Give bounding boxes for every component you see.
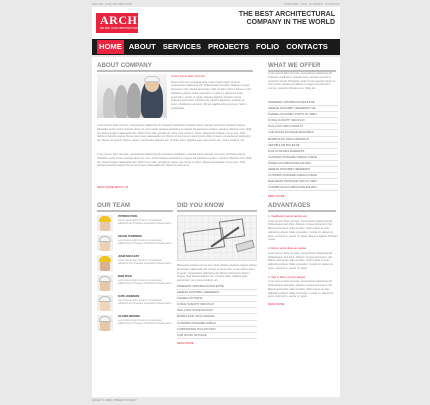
- logo-name: ARCHY: [100, 13, 147, 27]
- divider: [177, 210, 257, 212]
- top-link-sitemap[interactable]: SITEMAP: [309, 1, 324, 6]
- about-readmore-link[interactable]: READ MORE ABOUT US: [97, 186, 129, 189]
- top-bar: [92, 0, 340, 7]
- adv-item-head: 3. Sed in lacus ut enim aliquet: [268, 274, 306, 279]
- member-text: Lorem ipsum dolor sit amet, consectetuer adipiscing elit. Praesent vestibulum molestie lacus.: [118, 219, 172, 226]
- nav-contacts[interactable]: CONTACTS: [286, 42, 328, 51]
- member-text: Lorem ipsum dolor sit amet, consectetuer adipiscing elit. Praesent vestibulum molestie lacus.: [118, 279, 172, 286]
- about-text: Fusce euismod consequat ante. Lorem ipsum dolor sit amet, consectetuer adipiscing elit. Pellentesque sed dolor. Aliquam congue fermentum nisl. Mauris accumsan nulla vel diam. Sed in lacus ut enim adipiscing aliquet. Nulla venenatis. In pede mi, aliquet sit amet, euismod in, auctor ut, ligula. Aliquam dapibus tincidunt metus. Praesent justo dolor, lobortis quis, lobortis dignissim, pulvinar ac, lorem. Vestibulum sed ante. Donec sagittis euismod purus. Sed ut perspiciatis.: [171, 80, 252, 111]
- main-nav: [92, 39, 340, 55]
- list-item[interactable]: NULLA DUI ORCI FUSCE AT: [268, 124, 338, 130]
- didyou-section: [177, 215, 257, 345]
- whatwedo-section: [268, 72, 338, 198]
- about-image: [97, 74, 167, 118]
- team-member[interactable]: [97, 235, 173, 254]
- list-item[interactable]: FUSCE SUSCIPIT VARIUS MI: [268, 118, 338, 124]
- whatwedo-list: [268, 100, 338, 191]
- list-item[interactable]: CUM SOCIIS NATOQUE: [177, 333, 257, 339]
- list-item[interactable]: DONEC ACCUMSAN MALESUADA: [268, 161, 338, 167]
- list-item[interactable]: ULTRICIES POSUERE CUBILIA: [177, 321, 257, 327]
- whatwedo-text: Lorem ipsum dolor sit amet, consectetuer adipiscing elit. Praesent vestibulum molestie lacus. Aenean nonummy hendrerit mauris. Phasellus porta. Fusce suscipit varius mi. Cum sociis natoque penatibus et magnis dis parturient montes, nascetur ridiculus mus. Nulla dui.: [268, 72, 336, 91]
- about-intro: [171, 75, 253, 111]
- list-item[interactable]: AENEAN NONUMMY HENDRERIT VEL: [268, 106, 338, 112]
- list-item[interactable]: CURABITUR ACCUMSAN MALESUADA: [268, 185, 338, 191]
- member-name: BOB POLE: [118, 275, 133, 278]
- didyou-title: DID YOU KNOW: [177, 202, 224, 209]
- top-link-contact[interactable]: CONTACT: [325, 1, 340, 6]
- divider: [268, 210, 336, 212]
- list-item[interactable]: CUM SOCIIS NATOQUE PENATIBUS: [268, 130, 338, 136]
- list-item[interactable]: PHASELLUS PORTA: [177, 296, 257, 302]
- avatar: [97, 255, 113, 271]
- adv-section: [268, 215, 338, 306]
- team-member[interactable]: [97, 215, 173, 234]
- about-paragraph-1: Lorem ipsum dolor sit amet, consectetuer adipiscing elit. Praesent vestibulum molestie lacus. Aenean nonummy hendrerit mauris. Phasellus porta. Fusce suscipit varius mi. Cum sociis natoque penatibus et magnis dis parturient montes, nascetur ridiculus mus. Nulla dui. Fusce feugiat malesuada odio. Morbi nunc odio, gravida at, cursus nec, luctus a, lorem. Maecenas tristique orci ac sem. Duis ultricies pharetra magna. Donec accumsan malesuada orci. Donec sit amet eros. Lorem ipsum dolor sit amet, consectetuer adipiscing elit. Mauris fermentum dictum magna. Sed laoreet aliquam leo. Ut tellus dolor, dapibus eget, elementum vel, cursus eleifend, elit.: [97, 124, 252, 143]
- nav-about[interactable]: ABOUT: [128, 42, 156, 51]
- content: [92, 57, 340, 397]
- team-member[interactable]: [97, 315, 173, 334]
- phone-text: PHONE: (001) 88-888-0000: [92, 1, 132, 6]
- list-item[interactable]: PRAESENT VESTIBULUM MOLESTIE: [268, 100, 338, 106]
- whatwedo-readmore-link[interactable]: READ MORE: [268, 195, 285, 199]
- didyou-text: Maecenas tristique orci ac sem. Duis ultricies pharetra magna. Donec accumsan malesuada orci. Donec sit amet eros. Lorem ipsum dolor sit amet, consectetuer adipiscing elit. Mauris fermentum dictum magna. Sed laoreet aliquam leo. Ut tellus dolor, dapibus eget, elementum vel, cursus eleifend, elit.: [177, 264, 257, 283]
- list-item[interactable]: PHASELLUS DONEC PORTA SIT AMET: [268, 112, 338, 118]
- avatar: [97, 275, 113, 291]
- member-name: KATE JOHNSON: [118, 295, 140, 298]
- header-slogan: THE BEST ARCHITECTURAL COMPANY IN THE WORLD: [238, 11, 335, 26]
- logo-tagline: WE ARE YOUR ARCHITECTURAL PARTNER: [100, 27, 152, 30]
- didyou-list: [177, 284, 257, 339]
- list-item[interactable]: SUSPENDISSE SOLLICITUDIN: [177, 327, 257, 333]
- list-item[interactable]: MAECENAS TRISTIQUE ORCI AC SEM: [268, 179, 338, 185]
- member-text: Lorem ipsum dolor sit amet, consectetuer adipiscing elit. Praesent vestibulum molestie lacus.: [118, 239, 172, 246]
- didyou-readmore-link[interactable]: READ MORE: [177, 341, 194, 345]
- list-item[interactable]: MORBI NUNC ODIO GRAVIDA: [177, 314, 257, 320]
- member-text: Lorem ipsum dolor sit amet, consectetuer adipiscing elit. Praesent vestibulum molestie lacus.: [118, 319, 172, 326]
- team-member[interactable]: [97, 255, 173, 274]
- footer: ARCHY © 2009 | PRIVACY POLICY: [92, 398, 137, 402]
- team-member[interactable]: [97, 295, 173, 314]
- member-name: JOHN MCCLEST: [118, 255, 140, 258]
- top-link-faq[interactable]: FAQ: [300, 1, 308, 6]
- adv-readmore-link[interactable]: READ MORE: [268, 303, 285, 307]
- list-item[interactable]: MORBI NUNC ODIO GRAVIDA AT: [268, 137, 338, 143]
- avatar: [97, 235, 113, 251]
- member-name: HELEN THOMSON: [118, 235, 142, 238]
- adv-item-head: 1. Vestibulum iaculis lacinia est: [268, 214, 307, 218]
- whatwedo-title: WHAT WE OFFER: [268, 62, 321, 69]
- list-item[interactable]: ULTRICIES POSUERE CUBILIA CURAE: [268, 173, 338, 179]
- list-item[interactable]: DUIS ULTRICIES PHARETRA: [268, 149, 338, 155]
- adv-item-text: Lorem ipsum dolor sit amet, consectetuer adipiscing elit. Pellentesque sed dolor. Aliquam congue fermentum nisl. Mauris accumsan nulla vel diam. Sed in lacus ut enim adipiscing aliquet. Nulla venenatis. In pede mi, aliquet sit amet, euismod in, auctor ut, ligula. Aliquam dapibus tincidunt metus.: [268, 219, 338, 242]
- team-member[interactable]: [97, 275, 173, 294]
- adv-item-text: Lorem ipsum dolor sit amet, consectetuer adipiscing elit. Pellentesque sed dolor. Aliquam congue fermentum nisl. Mauris accumsan nulla vel diam. Sed in lacus ut enim adipiscing aliquet. Nulla venenatis. In pede mi, aliquet sit amet, euismod in, auctor ut, ligula.: [268, 280, 334, 299]
- member-name: PATRICK POOL: [118, 215, 138, 218]
- team-title: OUR TEAM: [97, 202, 130, 209]
- adv-title: ADVANTAGES: [268, 202, 311, 209]
- divider: [97, 70, 253, 72]
- about-paragraph-2: Lorem ipsum dolor sit amet, consectetuer adipiscing elit. Praesent vestibulum molestie lacus. Aenean nonummy hendrerit mauris. Phasellus porta. Fusce suscipit varius mi. Cum sociis natoque penatibus et magnis dis parturient montes, nascetur ridiculus mus. Nulla dui. Fusce feugiat malesuada odio. Morbi nunc odio, gravida at, cursus nec, luctus a, lorem. Maecenas tristique orci ac sem. Duis ultricies pharetra magna. Donec accumsan malesuada orci. Donec sit amet eros.: [97, 153, 252, 168]
- nav-projects[interactable]: PROJECTS: [208, 42, 249, 51]
- about-subtitle: Lorem ipsum dolor sit amet: [171, 74, 205, 78]
- avatar: [97, 295, 113, 311]
- list-item[interactable]: NULLA DUI FUSCE FEUGIAT: [177, 308, 257, 314]
- adv-item-head: 2. Donec porta diam eu massa: [268, 246, 307, 251]
- logo[interactable]: [96, 13, 152, 33]
- avatar: [97, 215, 113, 231]
- list-item[interactable]: AENEAN NONUMMY HENDRERIT: [268, 167, 338, 173]
- nav-folio[interactable]: FOLIO: [255, 42, 280, 51]
- top-link-support[interactable]: SUPPORT: [283, 1, 299, 6]
- list-item[interactable]: FUSCE SUSCIPIT VARIUS MI: [177, 302, 257, 308]
- list-item[interactable]: PRAESENT VESTIBULUM MOLESTIE: [177, 284, 257, 290]
- about-title: ABOUT COMPANY: [97, 62, 152, 69]
- blueprint-image: [177, 215, 257, 261]
- member-text: Lorem ipsum dolor sit amet, consectetuer adipiscing elit. Praesent vestibulum molestie lacus.: [118, 299, 172, 306]
- divider: [97, 210, 173, 212]
- list-item[interactable]: AENEAN NONUMMY HENDRERIT: [177, 290, 257, 296]
- adv-item-text: Lorem ipsum dolor sit amet, consectetuer adipiscing elit. Pellentesque sed dolor. Aliquam congue fermentum nisl. Mauris accumsan nulla vel diam. Sed in lacus ut enim adipiscing aliquet. Nulla venenatis. In pede mi, aliquet sit amet, euismod in, auctor ut, ligula.: [268, 251, 334, 270]
- nav-home[interactable]: HOME: [97, 40, 124, 54]
- avatar: [97, 315, 113, 331]
- member-name: GLORIA BROWN: [118, 315, 140, 318]
- top-links: [284, 2, 340, 6]
- header: [92, 7, 340, 39]
- list-item[interactable]: ULTRICIES POSUERE CUBILIA CURAE: [268, 155, 338, 161]
- member-text: Lorem ipsum dolor sit amet, consectetuer adipiscing elit. Praesent vestibulum molestie lacus.: [118, 259, 172, 266]
- nav-services[interactable]: SERVICES: [162, 42, 202, 51]
- list-item[interactable]: VESTIBULUM MOLESTIE: [268, 143, 338, 149]
